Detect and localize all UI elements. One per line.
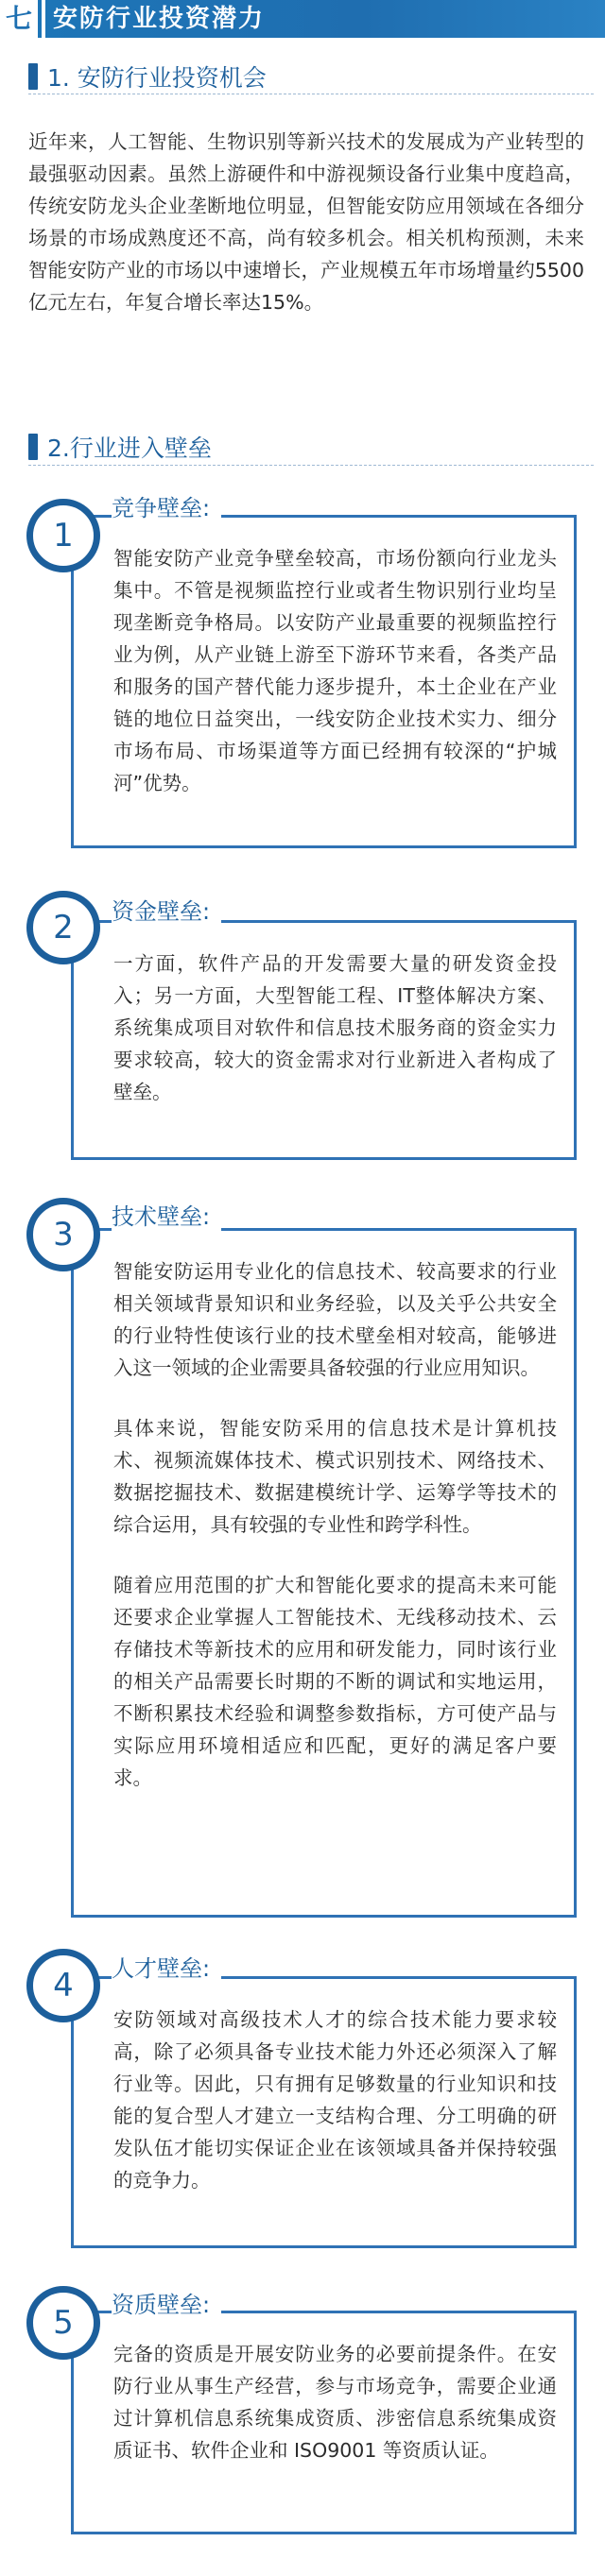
section2-title: 2.行业进入壁垒 (47, 435, 212, 462)
barrier-box-competition (71, 515, 577, 848)
barrier-title: 资质壁垒: (112, 2286, 221, 2324)
barrier-paragraph: 随着应用范围的扩大和智能化要求的提高未来可能还要求企业掌握人工智能技术、无线移动技术、云存储技术等新技术的应用和研发能力，同时该行业的相关产品需要长时期的不断的调试和实地运用，不断积累技术经验和调整参数指标，方可使产品与实际应用环境相适应和匹配，更好的满足客户要求。 (113, 1574, 557, 1789)
barrier-title: 人才壁垒: (112, 1950, 221, 1987)
barrier-box-technology (71, 1228, 577, 1918)
barrier-paragraph: 智能安防运用专业化的信息技术、较高要求的行业相关领域背景知识和业务经验，以及关乎公共安全的行业特性使该行业的技术壁垒相对较高，能够进入这一领域的企业需要具备较强的行业应用知识。 (113, 1260, 557, 1379)
barrier-number-badge: 5 (26, 2286, 100, 2360)
barrier-number-badge: 3 (26, 1198, 100, 1271)
barrier-paragraph: 智能安防产业竞争壁垒较高，市场份额向行业龙头集中。不管是视频监控行业或者生物识别行业均呈现垄断竞争格局。以安防产业最重要的视频监控行业为例，从产业链上游至下游环节来看，各类产品和服务的国产替代能力逐步提升，本土企业在产业链的地位日益突出，一线安防企业技术实力、细分市场布局、市场渠道等方面已经拥有较深的“护城河”优势。 (113, 547, 557, 794)
section1-heading (28, 62, 267, 91)
section1-body: 近年来，人工智能、生物识别等新兴技术的发展成为产业转型的最强驱动因素。虽然上游硬件和中游视频设备行业集中度趋高，传统安防龙头企业垄断地位明显，但智能安防应用领域在各细分场景的市场成熟度还不高，尚有较多机会。相关机构预测，未来智能安防产业的市场以中速增长，产业规模五年市场增量约5500亿元左右，年复合增长率达15%。 (28, 130, 584, 314)
section-header (0, 0, 605, 38)
chapter-title: 安防行业投资潜力 (53, 5, 266, 33)
section1-title: 1. 安防行业投资机会 (47, 64, 267, 92)
barrier-box-talent (71, 1976, 577, 2248)
heading-marker (28, 434, 38, 460)
barrier-box-qualification (71, 2311, 577, 2534)
barrier-number-badge: 2 (26, 891, 100, 964)
header-divider (42, 0, 45, 38)
heading-marker (28, 63, 38, 90)
barrier-title: 技术壁垒: (112, 1198, 221, 1236)
barrier-paragraph: 完备的资质是开展安防业务的必要前提条件。在安防行业从事生产经营，参与市场竞争，需要企业通过计算机信息系统集成资质、涉密信息系统集成资质证书、软件企业和 ISO9001 等资质认证。 (113, 2343, 557, 2462)
barrier-number-badge: 1 (26, 499, 100, 572)
barrier-paragraph: 具体来说，智能安防采用的信息技术是计算机技术、视频流媒体技术、模式识别技术、网络技术、数据挖掘技术、数据建模统计学、运筹学等技术的综合运用，具有较强的专业性和跨学科性。 (113, 1417, 557, 1536)
barrier-title: 竞争壁垒: (112, 489, 221, 527)
chapter-number: 七 (0, 0, 38, 38)
barrier-title: 资金壁垒: (112, 893, 221, 930)
barrier-paragraph: 安防领域对高级技术人才的综合技术能力要求较高，除了必须具备专业技术能力外还必须深入了解行业等。因此，只有拥有足够数量的行业知识和技能的复合型人才建立一支结构合理、分工明确的研发队伍才能切实保证企业在该领域具备并保持较强的竞争力。 (113, 2008, 557, 2192)
section2-heading (28, 433, 212, 461)
barrier-number-badge: 4 (26, 1949, 100, 2022)
barrier-paragraph: 一方面，软件产品的开发需要大量的研发资金投入；另一方面，大型智能工程、IT整体解决方案、系统集成项目对软件和信息技术服务商的资金实力要求较高，较大的资金需求对行业新进入者构成了壁垒。 (113, 952, 557, 1103)
section2-rule (28, 465, 594, 466)
barrier-box-capital (71, 920, 577, 1160)
